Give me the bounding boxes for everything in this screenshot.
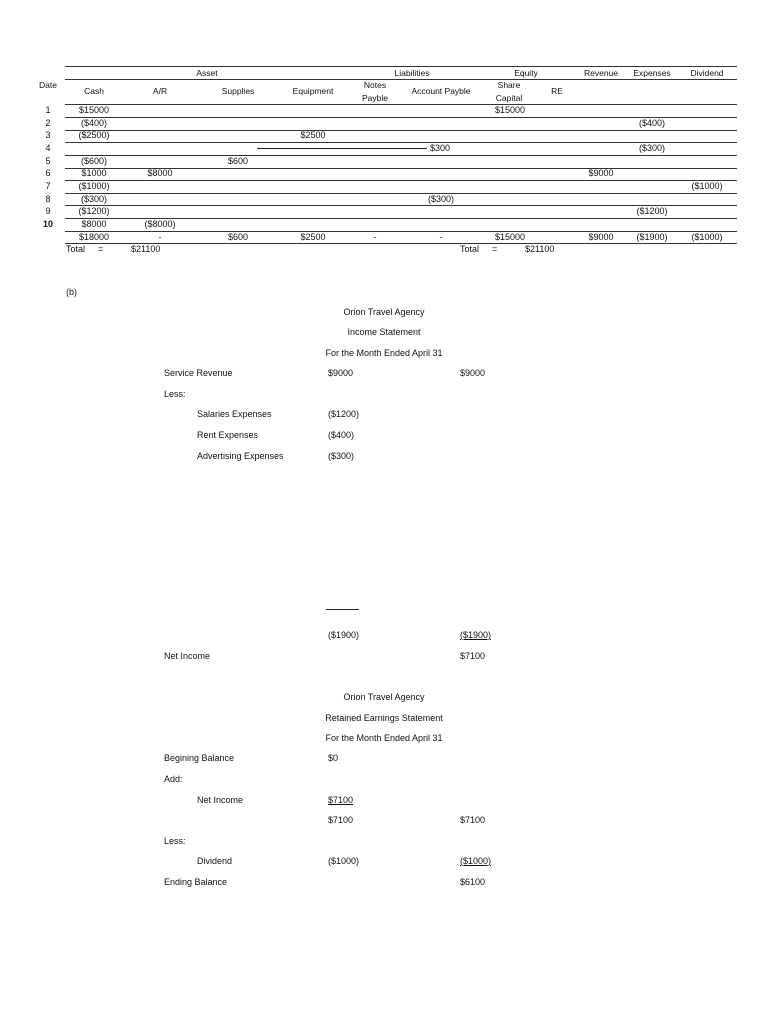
cell-cash: $8000 bbox=[81, 219, 107, 229]
row-date: 7 bbox=[45, 181, 51, 191]
row-date: 5 bbox=[45, 156, 51, 166]
is-rent-label: Rent Expenses bbox=[197, 430, 259, 440]
re-add-label: Add: bbox=[164, 774, 183, 784]
is-advertising-label: Advertising Expenses bbox=[197, 451, 284, 461]
header-supplies: Supplies bbox=[221, 86, 255, 96]
total-dividend: ($1000) bbox=[691, 232, 723, 242]
total-share: $15000 bbox=[494, 232, 526, 242]
cell-ar: $8000 bbox=[147, 168, 173, 178]
total-supplies: $600 bbox=[227, 232, 249, 242]
re-period: For the Month Ended April 31 bbox=[325, 733, 443, 743]
total-revenue: $9000 bbox=[588, 232, 614, 242]
header-share-line2: Capital bbox=[495, 93, 523, 103]
total-expenses: ($1900) bbox=[636, 232, 668, 242]
is-service-revenue-label: Service Revenue bbox=[164, 368, 233, 378]
row-date: 3 bbox=[45, 130, 51, 140]
cell-revenue: $9000 bbox=[588, 168, 614, 178]
is-service-revenue-amount: $9000 bbox=[328, 368, 354, 378]
re-company: Orion Travel Agency bbox=[343, 692, 425, 702]
cell-expenses: ($300) bbox=[638, 143, 666, 153]
cell-cash: ($400) bbox=[80, 118, 108, 128]
header-cash: Cash bbox=[84, 86, 104, 96]
cell-expenses: ($1200) bbox=[636, 206, 668, 216]
cell-cash: ($1000) bbox=[78, 181, 110, 191]
header-revenue: Revenue bbox=[583, 68, 619, 78]
grand-total-right-value: $21100 bbox=[525, 244, 555, 254]
re-beginning-amount: $0 bbox=[328, 753, 339, 763]
part-b-label: (b) bbox=[66, 287, 77, 297]
header-share-line1: Share bbox=[497, 80, 521, 90]
ledger-group-rule bbox=[65, 79, 737, 80]
row-date: 6 bbox=[45, 168, 51, 178]
re-dividend-right: ($1000) bbox=[460, 856, 492, 866]
row-date: 4 bbox=[45, 143, 51, 153]
re-subtotal-right: $7100 bbox=[460, 815, 486, 825]
header-date: Date bbox=[39, 80, 57, 90]
is-company: Orion Travel Agency bbox=[343, 307, 425, 317]
cell-ar: ($8000) bbox=[144, 219, 176, 229]
total-equipment: $2500 bbox=[300, 232, 326, 242]
total-notes: - bbox=[373, 232, 377, 242]
cell-cash: ($600) bbox=[80, 156, 108, 166]
is-advertising-amount: ($300) bbox=[328, 451, 355, 461]
grand-total-left-label: Total bbox=[66, 244, 86, 254]
total-account-payable: - bbox=[439, 232, 443, 242]
row-date: 2 bbox=[45, 118, 51, 128]
cell-dividend: ($1000) bbox=[691, 181, 723, 191]
is-service-revenue-total: $9000 bbox=[460, 368, 486, 378]
cell-share: $15000 bbox=[494, 105, 526, 115]
re-less-label: Less: bbox=[164, 836, 186, 846]
re-subtotal-mid: $7100 bbox=[328, 815, 354, 825]
is-expenses-total-right: ($1900) bbox=[460, 630, 492, 640]
re-title: Retained Earnings Statement bbox=[325, 713, 443, 723]
strike-line bbox=[257, 148, 427, 149]
cell-cash: ($1200) bbox=[78, 206, 110, 216]
header-ar: A/R bbox=[152, 86, 168, 96]
cell-cash: ($300) bbox=[80, 194, 108, 204]
total-cash: $18000 bbox=[78, 232, 110, 242]
is-less-label: Less: bbox=[164, 389, 186, 399]
header-notes-line1: Notes bbox=[363, 80, 387, 90]
cell-account-payable: ($300) bbox=[427, 194, 455, 204]
row-date: 10 bbox=[42, 219, 54, 229]
row-rule bbox=[65, 155, 737, 156]
is-period: For the Month Ended April 31 bbox=[325, 348, 443, 358]
header-liabilities: Liabilities bbox=[394, 68, 430, 78]
grand-total-left-eq: = bbox=[98, 244, 104, 254]
ledger-header-rule bbox=[65, 104, 737, 105]
re-net-income-amount: $7100 bbox=[328, 795, 354, 805]
is-salaries-label: Salaries Expenses bbox=[197, 409, 272, 419]
is-net-income-amount: $7100 bbox=[460, 651, 486, 661]
grand-total-left-value: $21100 bbox=[131, 244, 161, 254]
row-date: 8 bbox=[45, 194, 51, 204]
row-rule bbox=[65, 117, 737, 118]
header-re: RE bbox=[551, 86, 563, 96]
cell-supplies: $600 bbox=[227, 156, 249, 166]
ledger-total-rule bbox=[65, 243, 737, 244]
re-ending-label: Ending Balance bbox=[164, 877, 228, 887]
total-ar: - bbox=[158, 232, 162, 242]
row-date: 9 bbox=[45, 206, 51, 216]
cell-account-payable: $300 bbox=[429, 143, 451, 153]
row-rule bbox=[65, 193, 737, 194]
re-dividend-amount: ($1000) bbox=[328, 856, 360, 866]
re-net-income-label: Net Income bbox=[197, 795, 244, 805]
cell-equipment: $2500 bbox=[300, 130, 326, 140]
re-dividend-label: Dividend bbox=[197, 856, 233, 866]
is-title: Income Statement bbox=[347, 327, 421, 337]
cell-cash: ($2500) bbox=[78, 130, 110, 140]
row-rule bbox=[65, 142, 737, 143]
header-asset: Asset bbox=[196, 68, 218, 78]
cell-cash: $15000 bbox=[78, 105, 110, 115]
header-expenses: Expenses bbox=[633, 68, 671, 78]
header-notes-line2: Payble bbox=[362, 93, 388, 103]
row-rule bbox=[65, 180, 737, 181]
re-ending-amount: $6100 bbox=[460, 877, 486, 887]
ledger-top-rule bbox=[65, 66, 737, 67]
cell-cash: $1000 bbox=[81, 168, 107, 178]
grand-total-right-label: Total bbox=[460, 244, 480, 254]
cell-expenses: ($400) bbox=[638, 118, 666, 128]
is-net-income-label: Net Income bbox=[164, 651, 211, 661]
re-beginning-label: Begining Balance bbox=[164, 753, 235, 763]
is-expenses-total: ($1900) bbox=[328, 630, 360, 640]
header-equipment: Equipment bbox=[292, 86, 334, 96]
header-account-payable: Account Payble bbox=[411, 86, 471, 96]
grand-total-right-eq: = bbox=[492, 244, 498, 254]
row-rule bbox=[65, 130, 737, 131]
is-salaries-amount: ($1200) bbox=[328, 409, 360, 419]
header-equity: Equity bbox=[514, 68, 538, 78]
is-rent-amount: ($400) bbox=[328, 430, 355, 440]
is-subtotal-rule bbox=[326, 609, 359, 610]
header-dividend: Dividend bbox=[690, 68, 724, 78]
row-date: 1 bbox=[45, 105, 51, 115]
